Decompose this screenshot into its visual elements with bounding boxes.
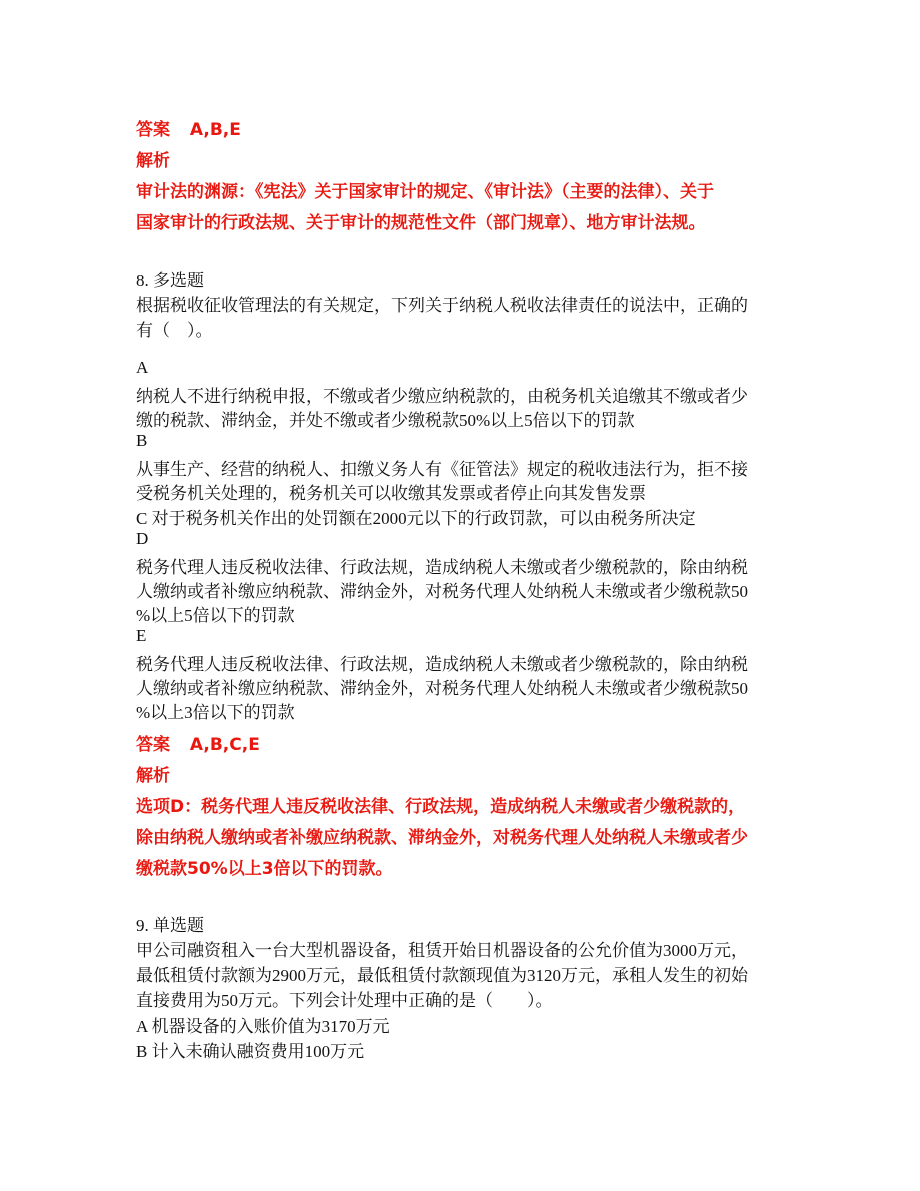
q7-answer-value: A,B,E (189, 120, 241, 140)
q8-option-e-line-2: 人缴纳或者补缴应纳税款、滞纳金外，对税务代理人处纳税人未缴或者少缴税款50 (136, 679, 748, 698)
q8-stem-line-1: 根据税收征收管理法的有关规定，下列关于纳税人税收法律责任的说法中，正确的 (136, 296, 748, 315)
q8-option-d-line-3: %以上5倍以下的罚款 (136, 606, 295, 625)
q8-option-d-label: D (136, 529, 149, 548)
q9-stem-line-3: 直接费用为50万元。下列会计处理中正确的是（ ）。 (136, 991, 553, 1010)
q9-option-b: B 计入未确认融资费用100万元 (136, 1042, 365, 1061)
q8-analysis-line-1: 选项D：税务代理人违反税收法律、行政法规，造成纳税人未缴或者少缴税款的， (136, 797, 746, 817)
q8-option-d-line-2: 人缴纳或者补缴应纳税款、滞纳金外，对税务代理人处纳税人未缴或者少缴税款50 (136, 582, 748, 601)
q8-answer-value: A,B,C,E (189, 735, 260, 755)
q8-header: 8. 多选题 (136, 271, 204, 290)
q9-stem-line-1: 甲公司融资租入一台大型机器设备，租赁开始日机器设备的公允价值为3000万元， (136, 941, 748, 960)
q8-analysis-line-2: 除由纳税人缴纳或者补缴应纳税款、滞纳金外，对税务代理人处纳税人未缴或者少 (136, 828, 748, 848)
q7-answer-label: 答案 (136, 120, 170, 140)
q7-analysis-line-1: 审计法的渊源：《宪法》关于国家审计的规定、《审计法》（主要的法律）、关于 (136, 182, 714, 202)
q8-option-a-line-2: 缴的税款、滞纳金，并处不缴或者少缴税款50%以上5倍以下的罚款 (136, 411, 635, 430)
q8-analysis-label: 解析 (136, 766, 170, 786)
q8-option-a-label: A (136, 358, 149, 377)
q9-header: 9. 单选题 (136, 916, 204, 935)
q7-answer (136, 115, 241, 140)
q8-option-d-line-1: 税务代理人违反税收法律、行政法规，造成纳税人未缴或者少缴税款的，除由纳税 (136, 558, 748, 577)
q7-analysis-line-2: 国家审计的行政法规、关于审计的规范性文件（部门规章）、地方审计法规。 (136, 213, 706, 233)
q8-option-a-line-1: 纳税人不进行纳税申报，不缴或者少缴应纳税款的，由税务机关追缴其不缴或者少 (136, 387, 748, 406)
q8-option-e-line-1: 税务代理人违反税收法律、行政法规，造成纳税人未缴或者少缴税款的，除由纳税 (136, 655, 748, 674)
q8-stem-line-2: 有（ ）。 (136, 321, 213, 340)
q9-stem-line-2: 最低租赁付款额为2900万元，最低租赁付款额现值为3120万元，承租人发生的初始 (136, 966, 748, 985)
q8-answer (136, 730, 260, 755)
q8-option-b-line-1: 从事生产、经营的纳税人、扣缴义务人有《征管法》规定的税收违法行为，拒不接 (136, 460, 748, 479)
q9-option-a: A 机器设备的入账价值为3170万元 (136, 1017, 390, 1036)
q8-option-b-line-2: 受税务机关处理的，税务机关可以收缴其发票或者停止向其发售发票 (136, 484, 646, 503)
q8-option-e-line-3: %以上3倍以下的罚款 (136, 703, 295, 722)
q8-analysis-line-3: 缴税款50%以上3倍以下的罚款。 (136, 859, 393, 879)
q8-option-e-label: E (136, 626, 147, 645)
q8-option-c: C 对于税务机关作出的处罚额在2000元以下的行政罚款，可以由税务所决定 (136, 509, 696, 528)
q8-option-b-label: B (136, 431, 148, 450)
q8-answer-label: 答案 (136, 735, 170, 755)
q7-analysis-label: 解析 (136, 151, 170, 171)
